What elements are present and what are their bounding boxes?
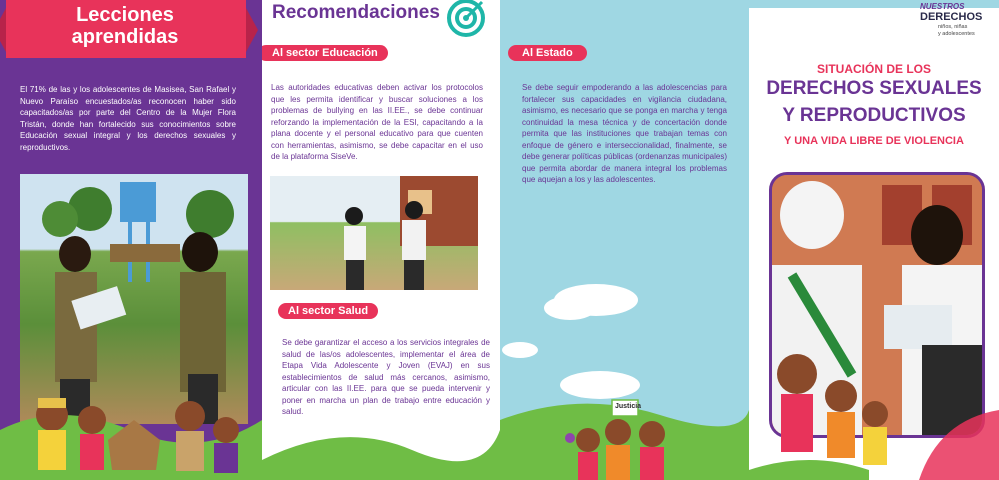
panel-al-estado	[500, 0, 749, 480]
children-illustrations	[0, 360, 262, 480]
section-tag-salud: Al sector Salud	[278, 303, 378, 319]
logo-subtitle-2: y adolescentes	[938, 31, 975, 37]
section-body-estado: Se debe seguir empoderando a las adolescencias para fortalecer sus capacidades en vigilancia ciudadana, asimismo, es necesario que se ponga en marcha y tenga continuidad la mesa técnica y de concertación donde permita que las instituciones que trabajan temas con enfoque de género e interseccionalidad, finalmente, se debe generar políticas públicas (ordenanzas municipales) que permita abordar de manera integral los problemas que aquejan a los y las adolescentes.	[522, 83, 727, 184]
section-tag-estado: Al Estado	[508, 45, 587, 61]
cover-title-line2: DERECHOS SEXUALES	[766, 78, 982, 99]
panel-lecciones-aprendidas	[0, 0, 262, 480]
cover-children	[749, 330, 999, 480]
sky-scene	[500, 270, 749, 480]
panel-body-text: El 71% de las y los adolescentes de Masisea, San Rafael y Nuevo Paraíso encuestados/as reconocen haber sido capacitados/as por parte del Centro de la Mujer Flora Tristán, donde han fortalecido sus conocimientos sobre Educación sexual integral y los derechos sexuales y reproductivos.	[20, 85, 236, 152]
cover-title-line1: SITUACIÓN DE LOS	[816, 62, 931, 76]
cover-title-line3: Y REPRODUCTIVOS	[782, 105, 966, 126]
logo-subtitle-1: niños, niñas	[938, 24, 968, 30]
section-body-salud: Se debe garantizar el acceso a los servicios integrales de salud de las/os adolescentes, implementar el área de Etapa Vida Adolescente y Joven (EVAJ) en sus establecimientos de salud más cercanos, asimismo, articular con las II.EE. para que se pueda intervenir y poner en marcha un plan de trabajo entre educación y salud.	[282, 338, 490, 416]
walking-illustration	[270, 176, 478, 290]
logo-nuestros: NUESTROS	[920, 2, 965, 11]
panel-portada	[749, 0, 999, 480]
justicia-sign: Justicia	[615, 403, 642, 410]
target-icon	[446, 0, 486, 38]
logo-derechos: DERECHOS	[920, 11, 983, 23]
panel-title: Recomendaciones	[272, 2, 440, 23]
cover-title-line4: Y UNA VIDA LIBRE DE VIOLENCIA	[784, 135, 964, 147]
section-tag-educacion: Al sector Educación	[262, 45, 388, 61]
section-body-educacion: Las autoridades educativas deben activar los protocolos que les permita identificar y buscar soluciones a los problemas de bullying en las II.EE., se debe continuar reforzando la implementación de la ESI, capacitando a la plana docente y el personal educativo para que cuenten con herramientas, asimismo, se debe capacitar en el uso de la plataforma SiseVe.	[271, 83, 483, 161]
green-hills	[262, 400, 500, 480]
students-walking-photo	[270, 176, 478, 290]
panel-title: Lecciones aprendidas	[71, 4, 179, 48]
panel-recomendaciones	[262, 0, 500, 480]
